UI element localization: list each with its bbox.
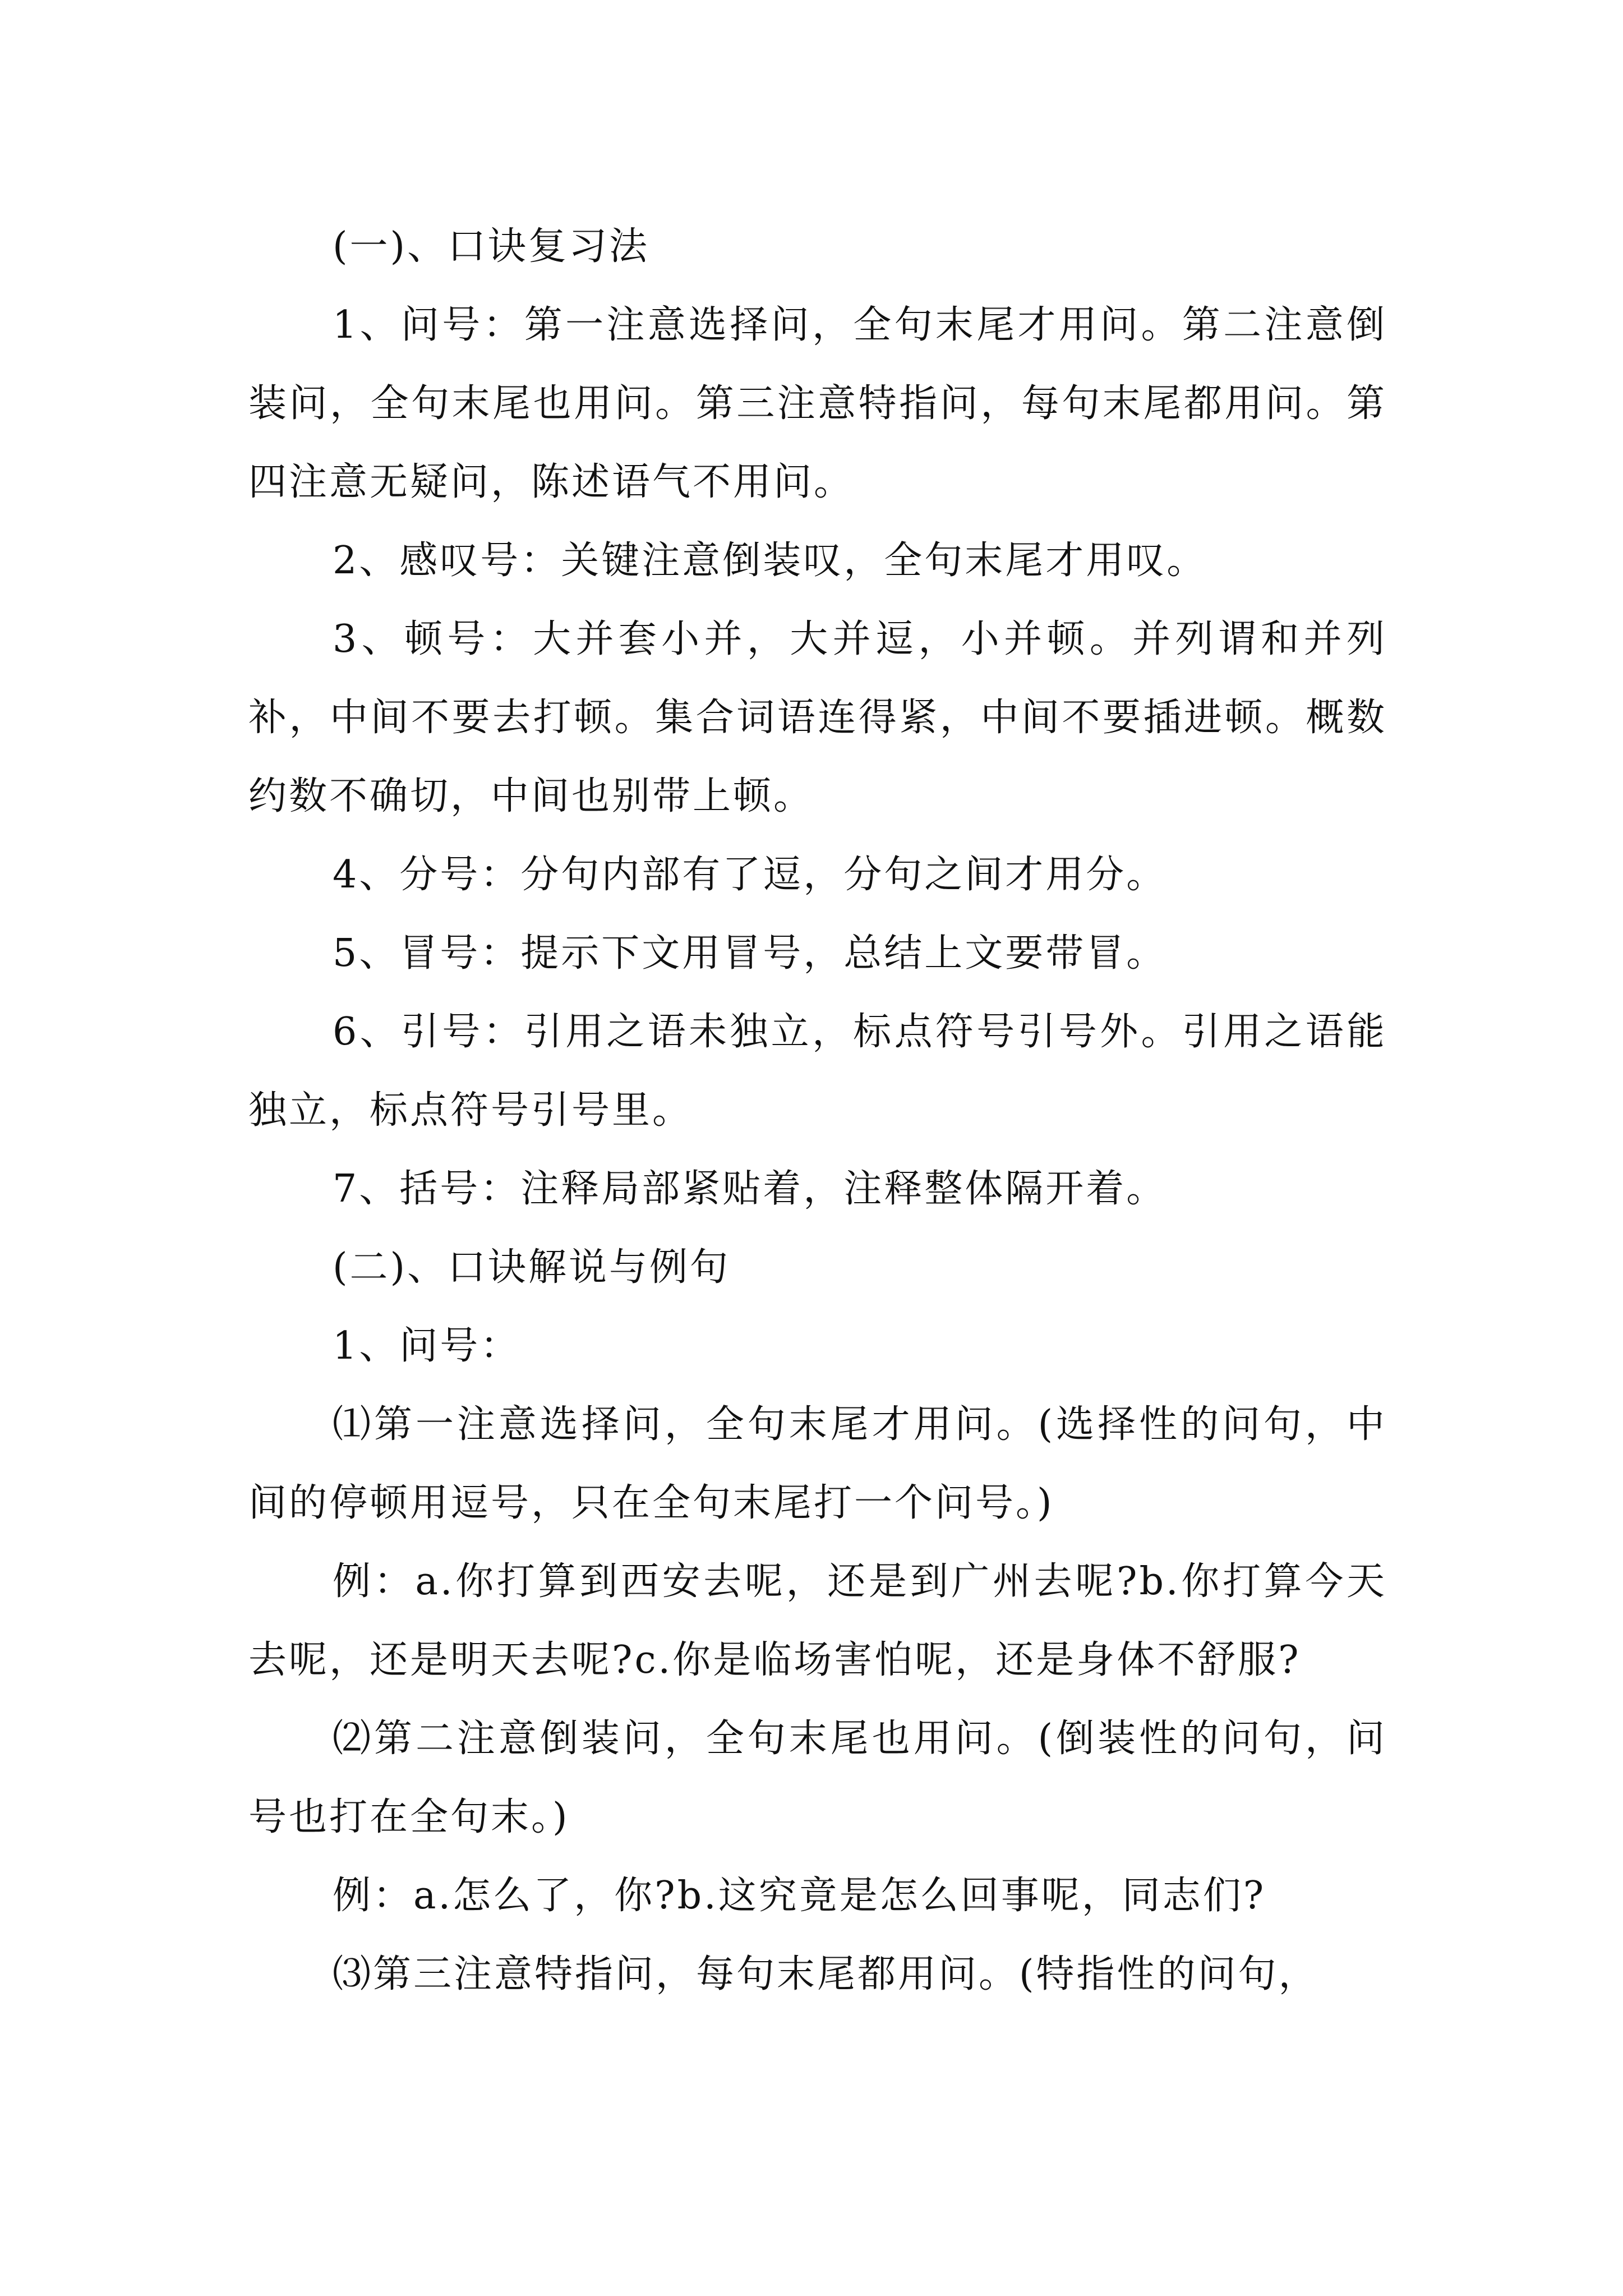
paragraph-quotation-rule: 6、引号：引用之语未独立，标点符号引号外。引用之语能独立，标点符号引号里。 [248,1010,1387,1133]
paragraph-specific-question: ⑶第三注意特指问，每句末尾都用问。(特指性的问句， [333,1952,1319,1996]
paragraph-exclamation-rule: 2、感叹号：关键注意倒装叹，全句末尾才用叹。 [333,539,1207,583]
section-heading-1: (一)、口诀复习法 [333,224,650,269]
document-body [248,208,1387,2014]
paragraph-inverted-question-examples: 例：a.怎么了，你?b.这究竟是怎么回事呢，同志们? [333,1874,1266,1918]
paragraph-parenthesis-rule: 7、括号：注释局部紧贴着，注释整体隔开着。 [333,1167,1167,1211]
paragraph-question-mark-rule: 1、问号：第一注意选择问，全句末尾才用问。第二注意倒装问，全句末尾也用问。第三注意特指问，每句末尾都用问。第四注意无疑问，陈述语气不用问。 [248,303,1387,504]
paragraph-choice-question: ⑴第一注意选择问，全句末尾才用问。(选择性的问句，中间的停顿用逗号，只在全句末尾打一个问号。) [248,1402,1387,1525]
paragraph-choice-question-examples: 例：a.你打算到西安去呢，还是到广州去呢?b.你打算今天去呢，还是明天去呢?c.你是临场害怕呢，还是身体不舒服? [248,1559,1387,1682]
paragraph-enumeration-comma-rule: 3、顿号：大并套小并，大并逗，小并顿。并列谓和并列补，中间不要去打顿。集合词语连得紧，中间不要插进顿。概数约数不确切，中间也别带上顿。 [248,617,1387,818]
paragraph-semicolon-rule: 4、分号：分句内部有了逗，分句之间才用分。 [333,853,1167,897]
subheading-question-mark: 1、问号： [333,1324,521,1368]
paragraph-inverted-question: ⑵第二注意倒装问，全句末尾也用问。(倒装性的问句，问号也打在全句末。) [248,1717,1387,1839]
paragraph-colon-rule: 5、冒号：提示下文用冒号，总结上文要带冒。 [333,931,1167,976]
section-heading-2: (二)、口诀解说与例句 [333,1245,731,1290]
